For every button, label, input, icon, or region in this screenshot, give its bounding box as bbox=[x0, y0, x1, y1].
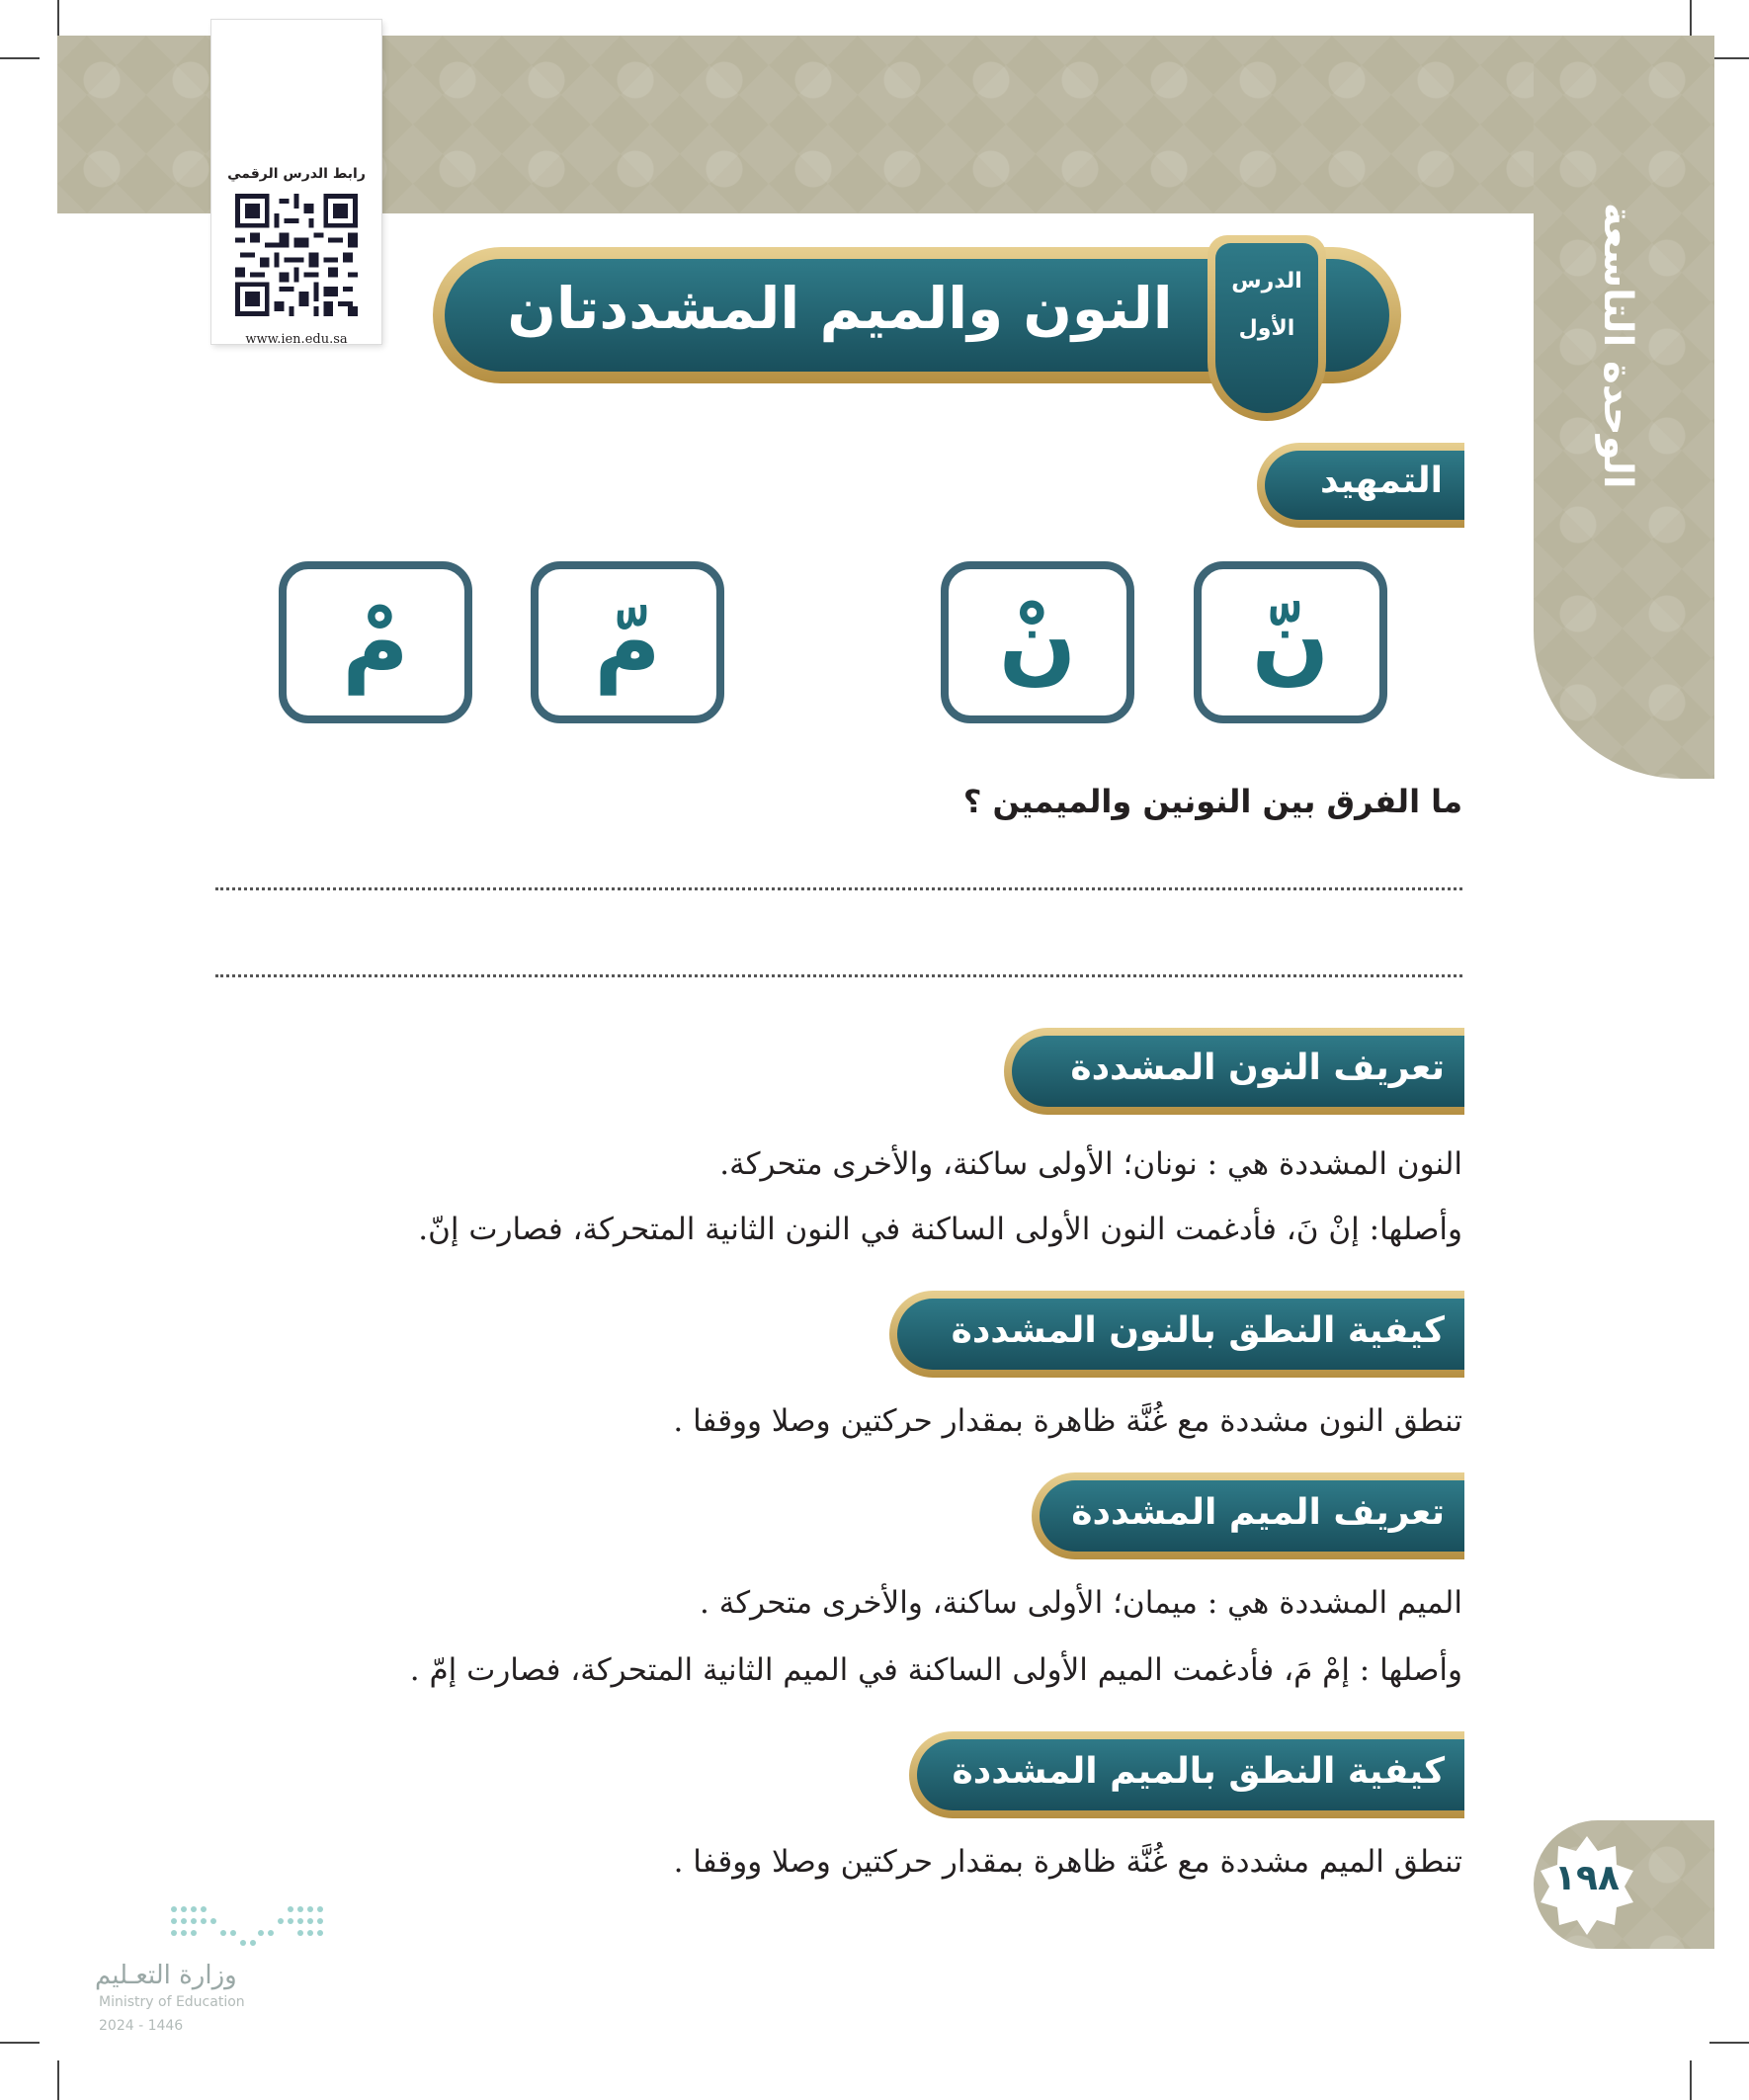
lesson-word: الدرس bbox=[1231, 269, 1302, 294]
ministry-name-english: Ministry of Education bbox=[99, 1994, 245, 2010]
crop-mark bbox=[1690, 2060, 1692, 2100]
crop-mark bbox=[57, 0, 59, 40]
letter-box-noon-sukun bbox=[941, 561, 1134, 723]
qr-code-icon[interactable] bbox=[235, 194, 358, 316]
answer-line[interactable] bbox=[215, 974, 1462, 977]
paragraph-line: تنطق الميم مشددة مع غُنَّة ظاهرة بمقدار حركتين وصلا ووقفا . bbox=[673, 1844, 1462, 1880]
lesson-number: الأول bbox=[1238, 316, 1295, 341]
ministry-year: 2024 - 1446 bbox=[99, 2018, 184, 2034]
lesson-title: النون والميم المشددتان bbox=[507, 275, 1173, 342]
paragraph-line: الميم المشددة هي : ميمان؛ الأولى ساكنة، والأخرى متحركة . bbox=[700, 1585, 1462, 1621]
qr-card[interactable] bbox=[211, 20, 381, 347]
letter-box-noon-shadda bbox=[1194, 561, 1387, 723]
section-heading-noon-pronunciation: كيفية النطق بالنون المشددة bbox=[951, 1310, 1445, 1351]
letter-box-meem-sukun bbox=[279, 561, 472, 723]
paragraph-line: النون المشددة هي : نونان؛ الأولى ساكنة، والأخرى متحركة. bbox=[719, 1146, 1462, 1182]
crop-mark bbox=[0, 57, 40, 59]
section-heading-meem-pronunciation: كيفية النطق بالميم المشددة bbox=[952, 1751, 1445, 1792]
crop-mark bbox=[0, 2042, 40, 2044]
qr-url[interactable]: www.ien.edu.sa bbox=[245, 332, 348, 347]
page-number: ١٩٨ bbox=[1554, 1858, 1620, 1898]
answer-line[interactable] bbox=[215, 887, 1462, 890]
section-heading-meem-definition: تعريف الميم المشددة bbox=[1071, 1492, 1445, 1533]
letter-meem-shadda: مّ bbox=[594, 589, 661, 695]
qr-label: رابط الدرس الرقمي bbox=[227, 166, 366, 182]
crop-mark bbox=[57, 2060, 59, 2100]
letter-noon-sukun: نْ bbox=[998, 589, 1077, 695]
crop-mark bbox=[1709, 2042, 1749, 2044]
intro-question: ما الفرق بين النونين والميمين ؟ bbox=[962, 783, 1462, 820]
section-heading-noon-definition: تعريف النون المشددة bbox=[1070, 1048, 1445, 1088]
unit-label: الوحدة التاسعة bbox=[1595, 203, 1640, 489]
paragraph-line: تنطق النون مشددة مع غُنَّة ظاهرة بمقدار حركتين وصلا ووقفا . bbox=[673, 1403, 1462, 1439]
crop-mark bbox=[1709, 57, 1749, 59]
paragraph-line: وأصلها: إنْ نَ، فأدغمت النون الأولى الساكنة في النون الثانية المتحركة، فصارت إنّ. bbox=[418, 1212, 1462, 1247]
letter-box-meem-shadda bbox=[531, 561, 724, 723]
ministry-name-arabic: وزارة التعـليم bbox=[95, 1961, 237, 1990]
letter-noon-shadda: نّ bbox=[1251, 589, 1330, 695]
ministry-logo-icon bbox=[168, 1899, 326, 1949]
crop-mark bbox=[1690, 0, 1692, 40]
paragraph-line: وأصلها : إمْ مَ، فأدغمت الميم الأولى الساكنة في الميم الثانية المتحركة، فصارت إمّ . bbox=[409, 1652, 1462, 1688]
letter-meem-sukun: مْ bbox=[342, 589, 409, 695]
intro-heading: التمهيد bbox=[1320, 461, 1443, 501]
